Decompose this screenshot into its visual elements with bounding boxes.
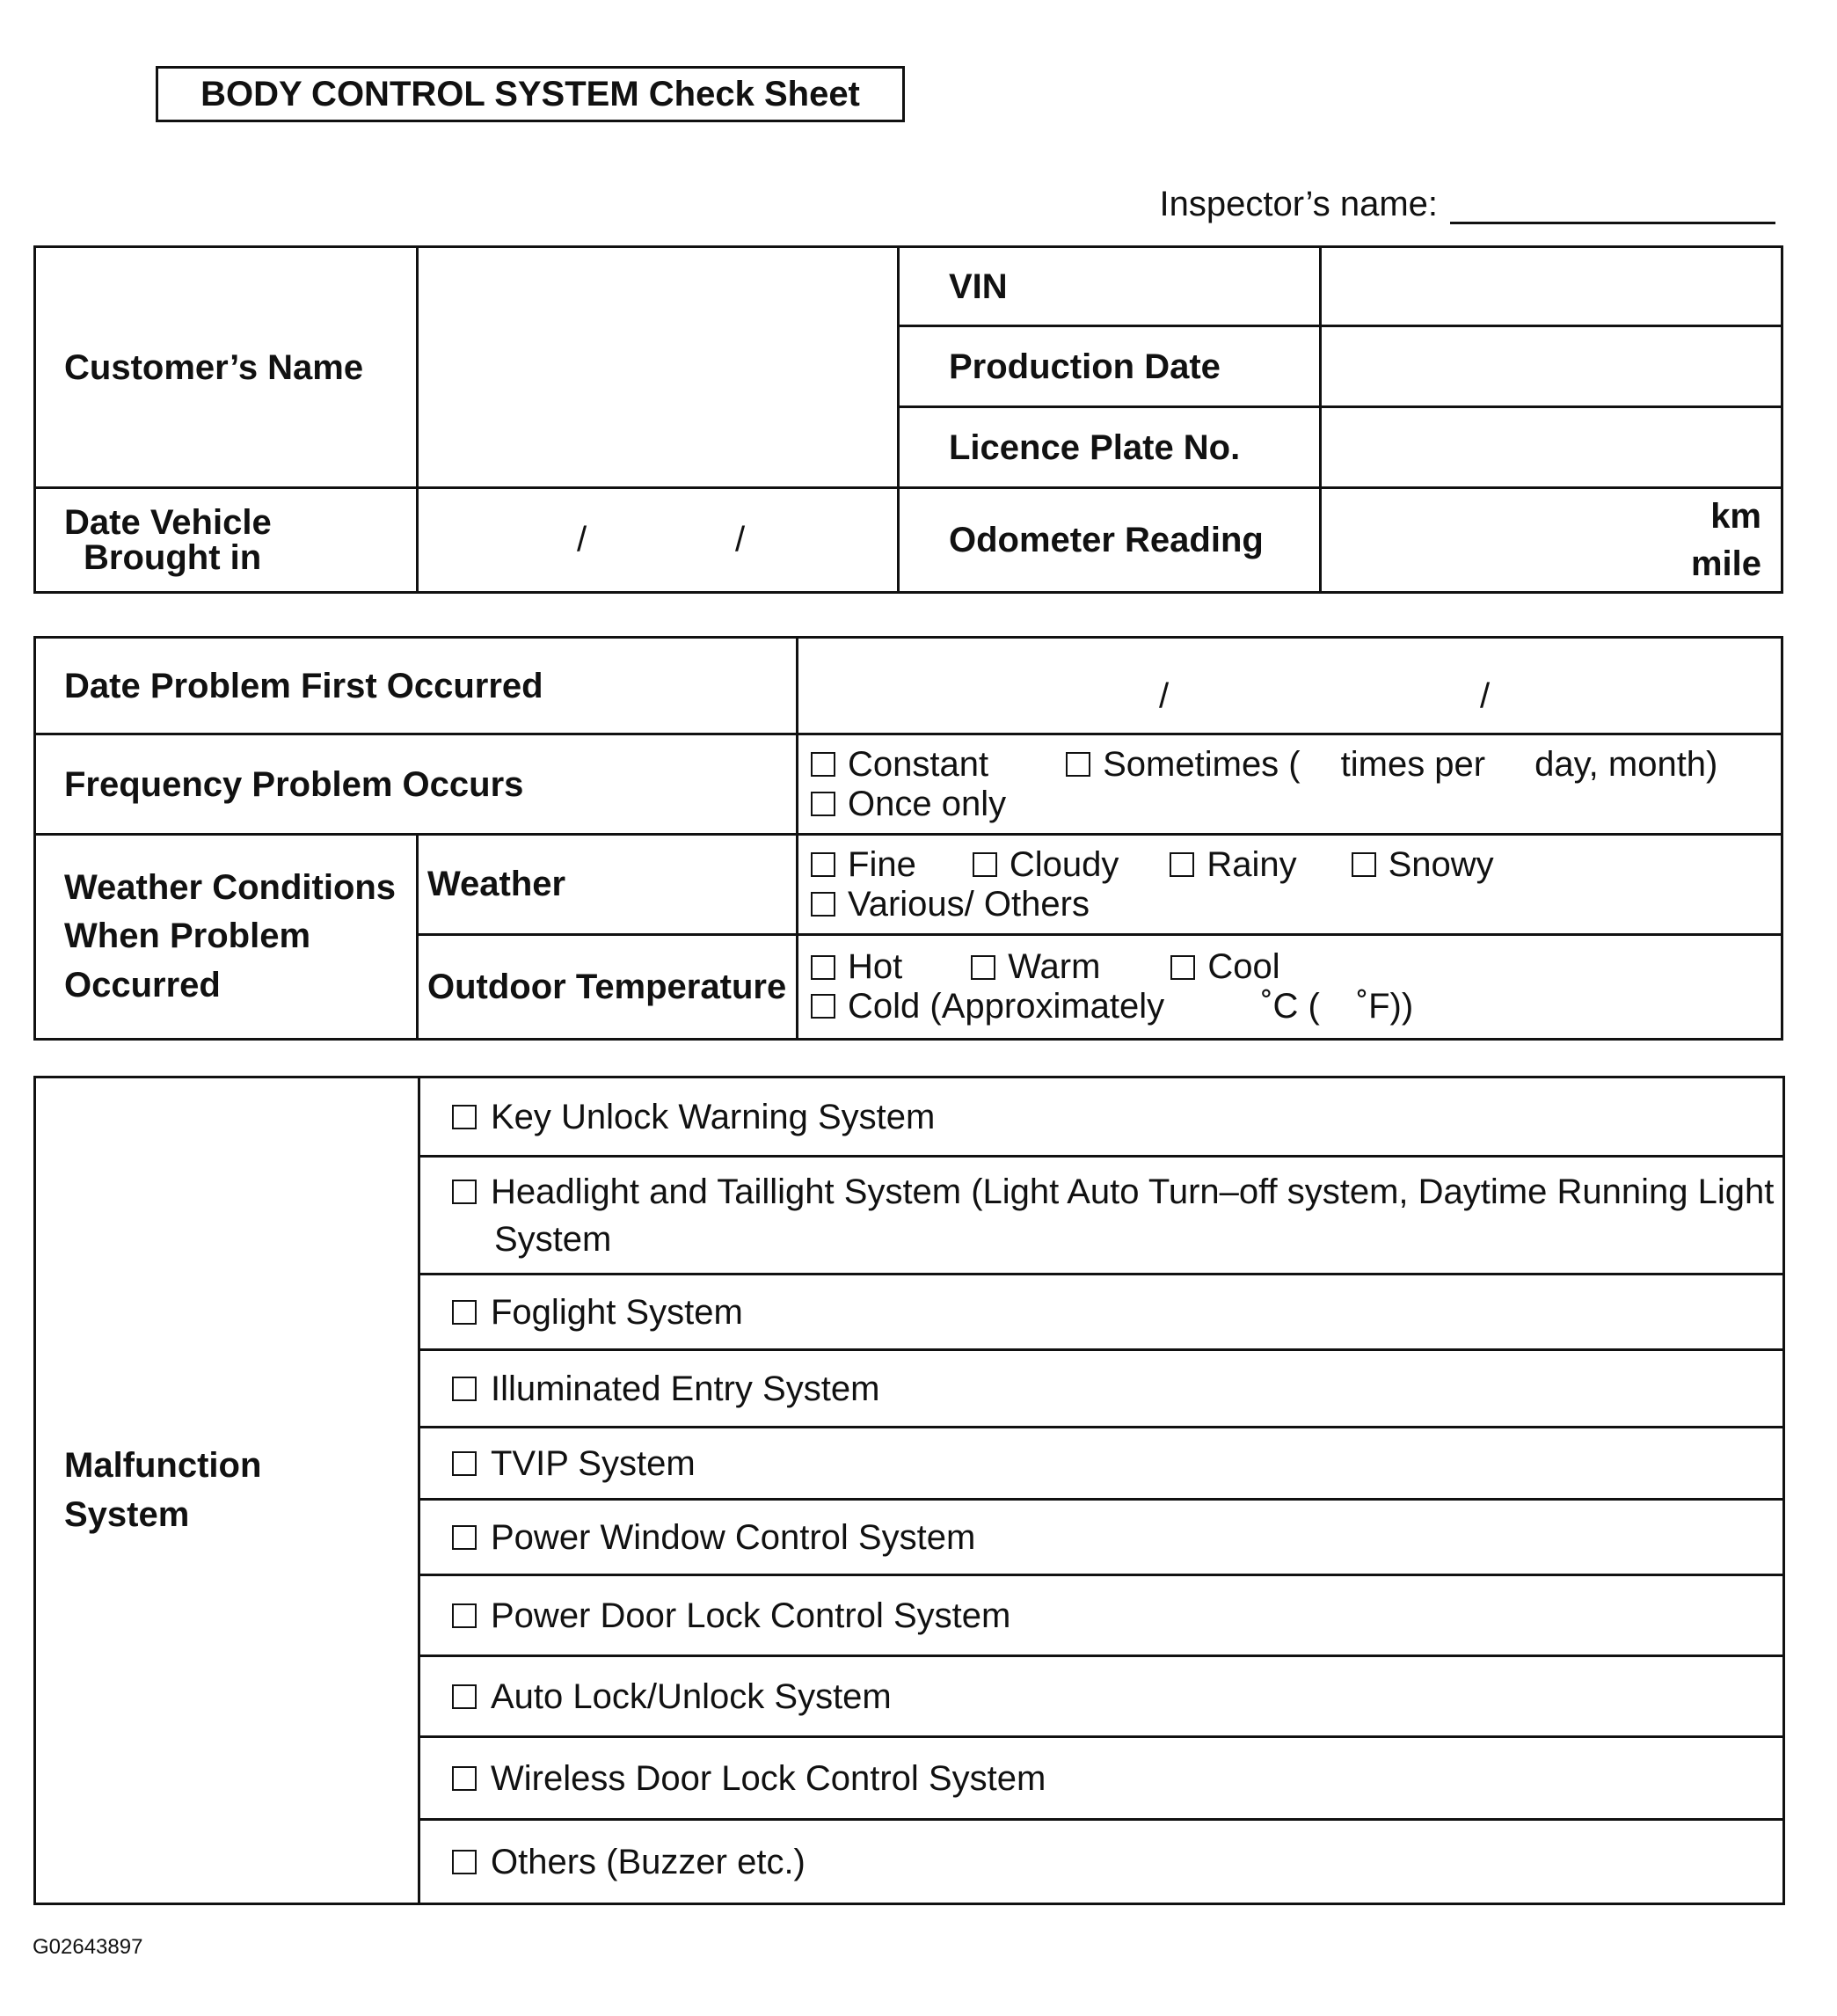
production-date-input[interactable] [1321, 326, 1782, 407]
illuminated-entry-label: Illuminated Entry System [491, 1369, 880, 1408]
power-door-lock-label: Power Door Lock Control System [491, 1596, 1011, 1635]
rainy-checkbox[interactable] [1170, 852, 1194, 877]
odometer-label: Odometer Reading [899, 488, 1321, 593]
tvip-label: TVIP System [491, 1443, 696, 1483]
malfunction-system-label [35, 1077, 419, 1904]
rainy-label: Rainy [1206, 844, 1297, 884]
malfunction-item-foglight [419, 1275, 1784, 1350]
fahrenheit-label: ˚F)) [1356, 987, 1414, 1026]
date-separator: / [577, 520, 587, 559]
inspector-name-label: Inspector’s name: [1159, 185, 1438, 223]
malfunction-item-tvip [419, 1428, 1784, 1500]
cloudy-checkbox[interactable] [973, 852, 997, 877]
sheet-title: BODY CONTROL SYSTEM Check Sheet [156, 66, 905, 122]
power-window-label: Power Window Control System [491, 1517, 976, 1557]
figure-code: G02643897 [33, 1935, 143, 1959]
once-only-label: Once only [848, 784, 1007, 823]
malfunction-item-wireless-door-lock [419, 1737, 1784, 1820]
cold-checkbox[interactable] [811, 994, 835, 1019]
headlight-checkbox[interactable] [452, 1180, 477, 1204]
foglight-label: Foglight System [491, 1292, 743, 1332]
inspector-name-line[interactable] [1450, 183, 1775, 224]
date-vehicle-label-line2: Brought in [84, 538, 262, 577]
date-separator: / [735, 520, 746, 559]
various-others-label: Various/ Others [848, 884, 1090, 924]
hot-label: Hot [848, 947, 903, 987]
vin-input[interactable] [1321, 247, 1782, 326]
power-window-checkbox[interactable] [452, 1525, 477, 1550]
weather-label: Weather [418, 835, 798, 935]
warm-checkbox[interactable] [971, 955, 995, 980]
various-others-checkbox[interactable] [811, 892, 835, 917]
hot-checkbox[interactable] [811, 955, 835, 980]
licence-plate-input[interactable] [1321, 407, 1782, 488]
cool-checkbox[interactable] [1170, 955, 1195, 980]
customer-name-input[interactable] [418, 247, 899, 488]
fine-label: Fine [848, 844, 916, 884]
once-only-checkbox[interactable] [811, 792, 835, 816]
malfunction-item-auto-lock [419, 1656, 1784, 1737]
date-vehicle-brought-input[interactable] [418, 488, 899, 593]
frequency-options [798, 734, 1782, 835]
key-unlock-checkbox[interactable] [452, 1105, 477, 1129]
outdoor-temperature-label: Outdoor Temperature [418, 935, 798, 1040]
date-first-occurred-input[interactable] [798, 638, 1782, 734]
day-month-label: day, month) [1534, 744, 1718, 784]
weather-conditions-line1: Weather Conditions [64, 868, 397, 908]
weather-conditions-label [35, 835, 418, 1040]
date-first-occurred-label: Date Problem First Occurred [35, 638, 798, 734]
key-unlock-label: Key Unlock Warning System [491, 1097, 936, 1136]
constant-checkbox[interactable] [811, 752, 835, 777]
celsius-label: ˚C ( [1261, 987, 1320, 1026]
vin-label: VIN [899, 247, 1321, 326]
malfunction-item-others [419, 1820, 1784, 1904]
frequency-label: Frequency Problem Occurs [35, 734, 798, 835]
others-checkbox[interactable] [452, 1850, 477, 1874]
temperature-options [798, 935, 1782, 1040]
wireless-door-lock-label: Wireless Door Lock Control System [491, 1758, 1046, 1798]
constant-label: Constant [848, 744, 989, 784]
malfunction-item-power-door-lock [419, 1575, 1784, 1656]
malfunction-item-power-window [419, 1500, 1784, 1575]
others-label: Others (Buzzer etc.) [491, 1842, 806, 1881]
malfunction-label-line2: System [64, 1494, 190, 1534]
date-separator: / [1480, 676, 1491, 716]
auto-lock-checkbox[interactable] [452, 1684, 477, 1709]
cold-label: Cold (Approximately [848, 987, 1165, 1026]
unit-mile: mile [1690, 544, 1761, 583]
times-per-label: times per [1340, 744, 1486, 784]
malfunction-table [33, 1076, 1785, 1905]
headlight-label-wrap: System [494, 1219, 612, 1259]
snowy-label: Snowy [1388, 844, 1494, 884]
weather-conditions-line2: When Problem [64, 917, 311, 956]
tvip-checkbox[interactable] [452, 1451, 477, 1476]
cool-label: Cool [1207, 947, 1280, 987]
malfunction-label-line1: Malfunction [64, 1446, 262, 1486]
malfunction-item-headlight [419, 1157, 1784, 1275]
wireless-door-lock-checkbox[interactable] [452, 1766, 477, 1791]
inspector-name-field[interactable] [1160, 183, 1775, 224]
headlight-label: Headlight and Taillight System (Light Auto Turn–off system, Daytime Running Light [491, 1172, 1775, 1211]
unit-km: km [1710, 497, 1761, 536]
illuminated-entry-checkbox[interactable] [452, 1377, 477, 1401]
weather-options [798, 835, 1782, 935]
auto-lock-label: Auto Lock/Unlock System [491, 1676, 892, 1716]
date-vehicle-label-line1: Date Vehicle [64, 503, 272, 542]
vehicle-info-table [33, 245, 1783, 594]
warm-label: Warm [1008, 947, 1101, 987]
snowy-checkbox[interactable] [1352, 852, 1376, 877]
odometer-input[interactable] [1321, 488, 1782, 593]
customer-name-label: Customer’s Name [35, 247, 418, 488]
date-separator: / [1159, 676, 1170, 716]
malfunction-item-key-unlock [419, 1077, 1784, 1157]
cloudy-label: Cloudy [1009, 844, 1119, 884]
problem-info-table [33, 636, 1783, 1041]
power-door-lock-checkbox[interactable] [452, 1603, 477, 1628]
date-vehicle-brought-label [35, 488, 418, 593]
production-date-label: Production Date [899, 326, 1321, 407]
weather-conditions-line3: Occurred [64, 965, 221, 1004]
fine-checkbox[interactable] [811, 852, 835, 877]
malfunction-item-illuminated-entry [419, 1350, 1784, 1428]
sometimes-label: Sometimes ( [1103, 744, 1301, 784]
sometimes-checkbox[interactable] [1066, 752, 1090, 777]
licence-plate-label: Licence Plate No. [899, 407, 1321, 488]
foglight-checkbox[interactable] [452, 1300, 477, 1325]
